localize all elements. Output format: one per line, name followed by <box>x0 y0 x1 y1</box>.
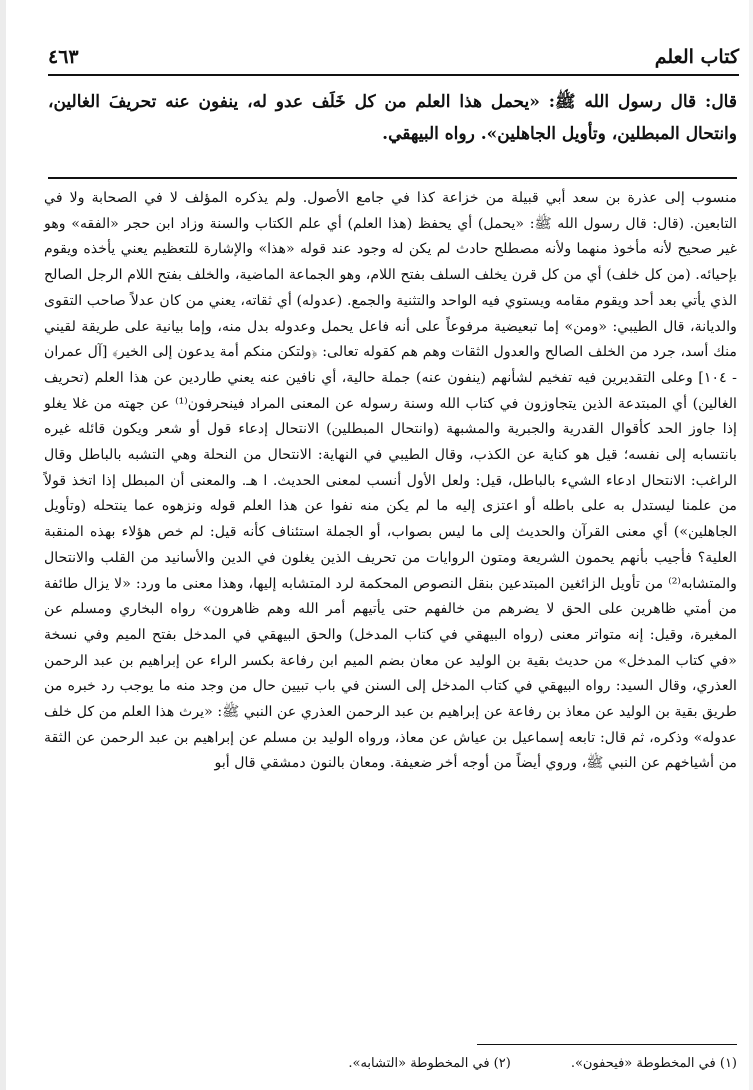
hadith-text: قال: قال رسول الله ﷺ: «يحمل هذا العلم من كل خَلَف عدو له، ينفون عنه تحريفَ الغالين، وانتحال المبطلين، وتأويل الجاهلين». رواه البيهقي. <box>48 92 737 144</box>
commentary-block <box>44 186 737 777</box>
footnote-1: (١) في المخطوطة «فيحفون». <box>570 1056 737 1071</box>
header-rule <box>48 74 739 76</box>
footnote-2: (٢) في المخطوطة «التشابه». <box>348 1056 511 1071</box>
footnote-rule <box>477 1044 737 1045</box>
chapter-title: كتاب العلم <box>654 46 739 68</box>
section-divider <box>48 177 737 179</box>
hadith-text-block <box>48 86 737 150</box>
commentary-text: منسوب إلى عذرة بن سعد أبي قبيلة من خزاعة كذا في جامع الأصول. ولم يذكره المؤلف لا في الصحابة ولا في التابعين. (قال: قال رسول الله ﷺ: «يحمل) أي يحفظ (هذا العلم) أي علم الكتاب والسنة وزاد ابن حجر «الفقه» وهو غير صحيح لأنه مأخوذ منهما ولأنه مصطلح حادث لم يكن له وجود عند قوله «هذا» والإشارة للتعظيم يعني يأخذه ويقوم بإحيائه. (من كل خلف) أي من كل قرن يخلف السلف بفتح اللام، وهو الجماعة الماضية، والخلف بفتح اللام الرجل الصالح الذي يأتي بعد أحد ويقوم مقامه ويستوي فيه الواحد والتثنية والجمع. (عدوله) أي ثقاته، يعني من كان عدلاً صاحب التقوى والديانة، قال الطيبي: «ومن» إما تبعيضية مرفوعاً على أنه فاعل يحمل وعدوله بدل منه، وإما بيانية على طريقة لقيني منك أسد، جرد من الخلف الصالح والعدول الثقات وهم هم كقوله تعالى: ﴿ولتكن منكم أمة يدعون إلى الخير﴾ [آل عمران - ١٠٤] وعلى التقديرين فيه تفخيم لشأنهم (ينفون عنه) جملة حالية، أي نافين عنه يعني طاردين عن هذا العلم (تحريف الغالين) أي المبتدعة الذين يتجاوزون في كتاب الله وسنة رسوله عن المعنى المراد فينحرفون⁽¹⁾ عن جهته من غلا يغلو إذا جاوز الحد كأقوال القدرية والجبرية والمشبهة (وانتحال المبطلين) الانتحال إدعاء قول أو شعر ويكون قائله غيره بانتسابه إلى نفسه؛ قيل هو كناية عن الكذب، وقال الطيبي في النهاية: الانتحال من النحلة وهي التشبه بالباطل وقال الراغب: الانتحال ادعاء الشيء بالباطل، قيل: ولعل الأول أنسب لمعنى الحديث. ا هـ. والمعنى أن المبطل إذا اتخذ قولاً من علمنا ليستدل به على باطله أو اعتزى إليه ما لم يكن منه نفوا عن هذا العلم قوله ونزهوه عما ينتحله (وتأويل الجاهلين») أي معنى القرآن والحديث إلى ما ليس بصواب، أو الجملة استئناف كأنه قيل: لم خص هؤلاء بهذه المنقبة العلية؟ فأجيب بأنهم يحمون الشريعة ومتون الروايات من تحريف الذين يغلون في الدين والأسانيد من القلب والانتحال والمتشابه⁽²⁾ من تأويل الزائغين المبتدعين بنقل النصوص المحكمة لرد المتشابه إليها، وهذا معنى ما ورد: «لا يزال طائفة من أمتي ظاهرين على الحق لا يضرهم من خالفهم حتى يأتيهم أمر الله وهم ظاهرون» رواه البخاري ومسلم عن المغيرة، وقيل: إنه متواتر معنى (رواه البيهقي في كتاب المدخل) والحق البيهقي في المدخل بفتح الميم وفي نسخة «في كتاب المدخل» من حديث بقية بن الوليد عن معان بضم الميم ابن رفاعة بكسر الراء عن إبراهيم بن عبد الرحمن العذري، وقال السيد: رواه البيهقي في كتاب المدخل إلى السنن في باب تبيين حال من وجد منه ما يوجب رد خبره من طريق بقية بن الوليد عن معاذ بن رفاعة عن إبراهيم بن عبد الرحمن العذري عن النبي ﷺ: «يرث هذا العلم من كل خلف عدوله» وذكره، ثم قال: تابعه إسماعيل بن عياش عن معاذ، ورواه الوليد بن مسلم عن إبراهيم بن عبد الرحمن عن الثقة من أشياخهم عن النبي ﷺ، وروي أيضاً من أوجه أخر ضعيفة. ومعان بالنون دمشقي قال أبو <box>44 190 737 772</box>
footnotes <box>48 1052 737 1076</box>
page-number: ٤٦٣ <box>48 46 79 68</box>
running-header <box>48 42 739 74</box>
